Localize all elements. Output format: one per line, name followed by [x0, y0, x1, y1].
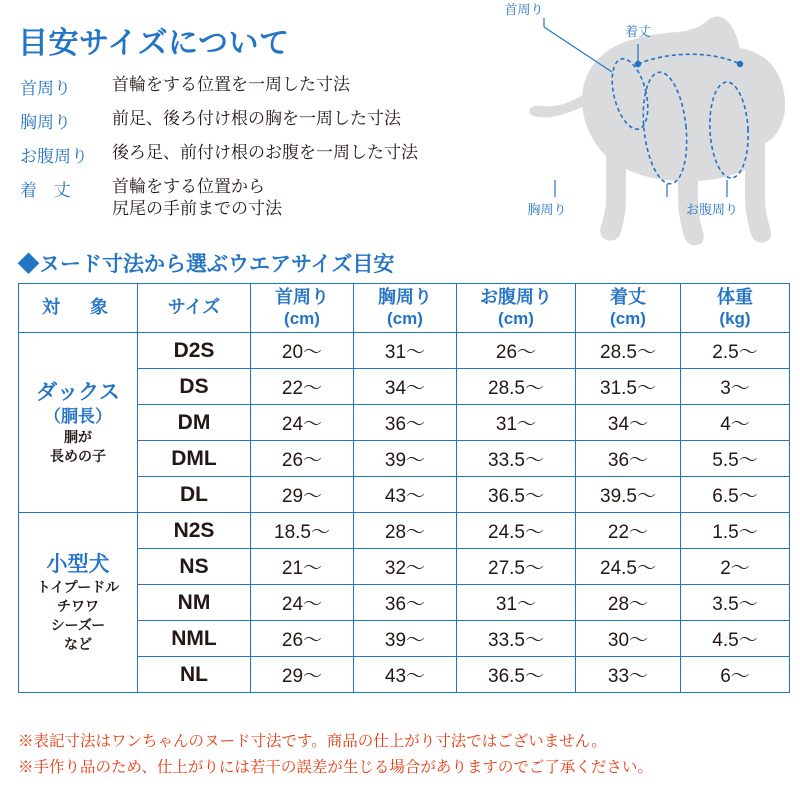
cell-belly: 31〜	[457, 585, 576, 621]
cell-size: DML	[138, 441, 251, 477]
cell-size: NL	[138, 657, 251, 693]
header-size	[138, 284, 251, 333]
header-chest-unit: (cm)	[387, 308, 423, 328]
definition-description-line1: 首輪をする位置から	[112, 177, 265, 196]
cell-weight: 2.5〜	[681, 333, 790, 369]
cell-belly: 36.5〜	[457, 657, 576, 693]
cell-chest: 36〜	[354, 585, 457, 621]
group-small-4: など	[64, 636, 92, 653]
cell-length: 28.5〜	[576, 333, 681, 369]
cell-neck: 18.5〜	[251, 513, 354, 549]
cell-size: DM	[138, 405, 251, 441]
cell-neck: 26〜	[251, 621, 354, 657]
header-neck-label: 首周り	[275, 286, 329, 307]
cell-chest: 32〜	[354, 549, 457, 585]
cell-neck: 29〜	[251, 657, 354, 693]
cell-size: DS	[138, 369, 251, 405]
footnote-2: ※手作り品のため、仕上がりには若干の誤差が生じる場合がありますのでご了承ください。	[18, 759, 653, 777]
group-label-small-dog	[19, 513, 138, 693]
header-belly-unit: (cm)	[498, 308, 534, 328]
cell-weight: 3.5〜	[681, 585, 790, 621]
definition-description: 首輪をする位置を一周した寸法	[112, 75, 350, 94]
definition-row	[20, 108, 480, 133]
cell-chest: 39〜	[354, 441, 457, 477]
group-name: 小型犬	[46, 553, 110, 577]
cell-weight: 4〜	[681, 405, 790, 441]
cell-chest: 36〜	[354, 405, 457, 441]
table-row	[19, 333, 790, 369]
header-chest-label: 胸周り	[378, 286, 432, 307]
cell-length: 31.5〜	[576, 369, 681, 405]
header-target-label: 対 象	[42, 297, 114, 318]
cell-neck: 24〜	[251, 405, 354, 441]
header-size-label: サイズ	[167, 297, 221, 318]
cell-size: D2S	[138, 333, 251, 369]
group-small-1: トイプードル	[36, 579, 120, 596]
size-table	[18, 283, 790, 693]
cell-belly: 36.5〜	[457, 477, 576, 513]
header-belly-label: お腹周り	[480, 286, 552, 307]
definition-row	[20, 176, 480, 221]
cell-neck: 21〜	[251, 549, 354, 585]
dog-illustration	[462, 2, 798, 252]
header-length-unit: (cm)	[610, 308, 646, 328]
definition-row	[20, 74, 480, 99]
cell-chest: 39〜	[354, 621, 457, 657]
measurement-definitions	[20, 74, 480, 230]
cell-chest: 34〜	[354, 369, 457, 405]
cell-size: NM	[138, 585, 251, 621]
cell-neck: 20〜	[251, 333, 354, 369]
footnote-1: ※表記寸法はワンちゃんのヌード寸法です。商品の仕上がり寸法ではございません。	[18, 733, 607, 750]
cell-length: 24.5〜	[576, 549, 681, 585]
dog-silhouette-shape	[529, 17, 785, 246]
group-small-1: 胴が	[64, 429, 92, 446]
cell-weight: 3〜	[681, 369, 790, 405]
cell-size: N2S	[138, 513, 251, 549]
cell-length: 34〜	[576, 405, 681, 441]
group-small-2: チワワ	[57, 598, 99, 615]
group-small-3: シーズー	[50, 617, 106, 634]
cell-chest: 28〜	[354, 513, 457, 549]
group-small-2: 長めの子	[50, 448, 106, 465]
definition-term: お腹周り	[20, 147, 88, 166]
table-header-row	[19, 284, 790, 333]
definition-term: 胸周り	[20, 113, 71, 132]
cell-chest: 43〜	[354, 657, 457, 693]
cell-weight: 2〜	[681, 549, 790, 585]
group-label-dachshund	[19, 333, 138, 513]
definition-row	[20, 142, 480, 167]
cell-chest: 31〜	[354, 333, 457, 369]
label-belly-bottom: お腹周り	[685, 202, 739, 217]
cell-size: NML	[138, 621, 251, 657]
table-row	[19, 513, 790, 549]
cell-neck: 29〜	[251, 477, 354, 513]
footnotes	[18, 730, 788, 782]
definition-description	[112, 176, 282, 221]
definition-term: 首周り	[20, 79, 71, 98]
cell-belly: 33.5〜	[457, 441, 576, 477]
header-length	[576, 284, 681, 333]
cell-belly: 28.5〜	[457, 369, 576, 405]
definition-term: 着 丈	[20, 181, 77, 200]
cell-size: NS	[138, 549, 251, 585]
label-neck-top: 首周り	[504, 2, 544, 17]
cell-belly: 31〜	[457, 405, 576, 441]
label-chest-bottom: 胸周り	[527, 202, 567, 217]
cell-belly: 27.5〜	[457, 549, 576, 585]
header-neck-unit: (cm)	[284, 308, 320, 328]
header-weight-unit: (kg)	[719, 308, 751, 328]
cell-belly: 24.5〜	[457, 513, 576, 549]
cell-length: 30〜	[576, 621, 681, 657]
size-table-body	[19, 333, 790, 693]
definition-description-line2: 尻尾の手前までの寸法	[112, 199, 282, 219]
definition-description: 前足、後ろ付け根の胸を一周した寸法	[112, 109, 401, 128]
cell-neck: 26〜	[251, 441, 354, 477]
group-sub: （胴長）	[44, 407, 112, 427]
group-name: ダックス	[36, 380, 120, 404]
cell-weight: 1.5〜	[681, 513, 790, 549]
cell-length: 36〜	[576, 441, 681, 477]
header-neck	[251, 284, 354, 333]
header-belly	[457, 284, 576, 333]
size-table-container	[18, 283, 782, 693]
definition-description: 後ろ足、前付け根のお腹を一周した寸法	[112, 143, 418, 162]
header-length-label: 着丈	[610, 286, 646, 307]
cell-neck: 22〜	[251, 369, 354, 405]
cell-neck: 24〜	[251, 585, 354, 621]
cell-weight: 6〜	[681, 657, 790, 693]
cell-length: 39.5〜	[576, 477, 681, 513]
cell-weight: 6.5〜	[681, 477, 790, 513]
cell-belly: 26〜	[457, 333, 576, 369]
cell-belly: 33.5〜	[457, 621, 576, 657]
label-length-top: 着丈	[624, 24, 652, 39]
header-weight-label: 体重	[717, 286, 753, 307]
page-title: 目安サイズについて	[18, 27, 290, 60]
size-table-head	[19, 284, 790, 333]
cell-chest: 43〜	[354, 477, 457, 513]
header-chest	[354, 284, 457, 333]
cell-weight: 4.5〜	[681, 621, 790, 657]
cell-weight: 5.5〜	[681, 441, 790, 477]
cell-length: 33〜	[576, 657, 681, 693]
cell-length: 22〜	[576, 513, 681, 549]
cell-length: 28〜	[576, 585, 681, 621]
section-heading: ◆ヌード寸法から選ぶウエアサイズ目安	[18, 253, 395, 276]
header-weight	[681, 284, 790, 333]
header-target	[19, 284, 138, 333]
cell-size: DL	[138, 477, 251, 513]
